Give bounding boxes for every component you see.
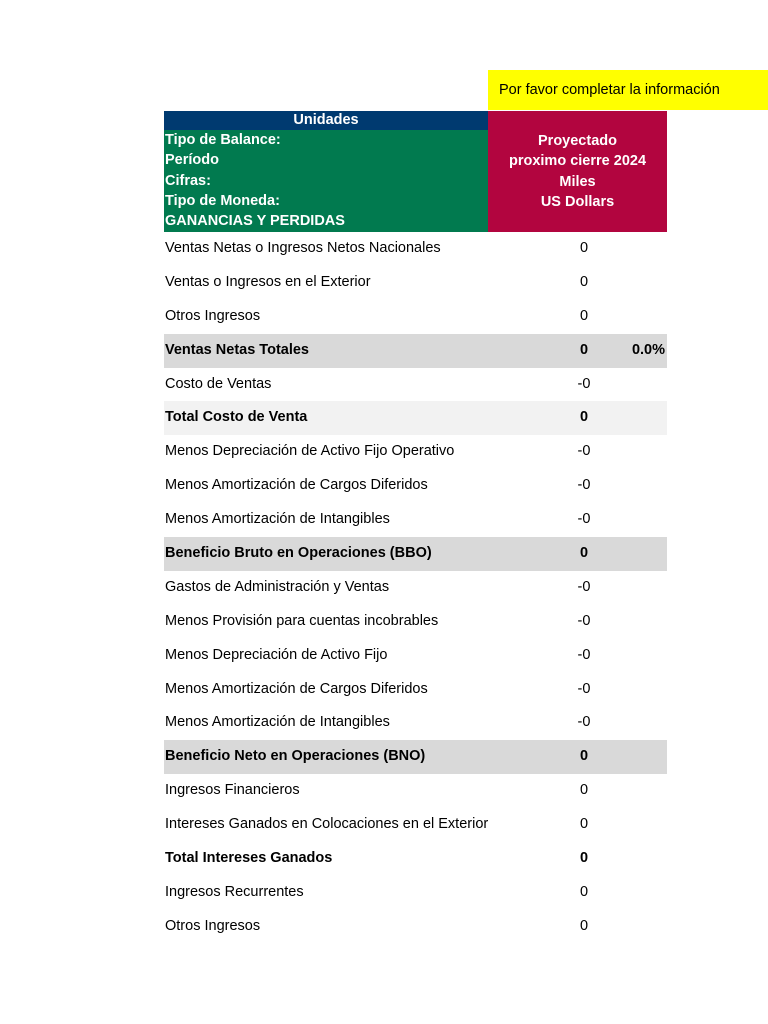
row-value[interactable]: 0 — [579, 850, 589, 867]
row-label: Menos Depreciación de Activo Fijo Operativo — [165, 443, 455, 460]
table-row[interactable] — [164, 673, 667, 707]
row-label: Gastos de Administración y Ventas — [165, 578, 390, 595]
row-value[interactable]: 0 — [579, 545, 589, 562]
row-label: Menos Amortización de Intangibles — [165, 714, 390, 731]
row-value[interactable]: -0 — [577, 477, 591, 494]
table-row[interactable] — [164, 808, 667, 842]
row-value[interactable]: -0 — [577, 612, 591, 629]
row-label: Total Costo de Venta — [165, 409, 308, 426]
row-label: Ingresos Recurrentes — [165, 883, 304, 900]
income-statement-table — [164, 232, 667, 944]
row-label: Beneficio Bruto en Operaciones (BBO) — [165, 545, 432, 562]
row-label: Ventas Netas Totales — [165, 341, 309, 358]
row-value[interactable]: -0 — [577, 443, 591, 460]
row-label: Menos Amortización de Cargos Diferidos — [165, 680, 428, 697]
balance-type-label: Tipo de Balance: — [165, 132, 281, 148]
notice-text: Por favor completar la información — [499, 82, 720, 98]
table-row[interactable] — [164, 232, 667, 266]
row-label: Ventas Netas o Ingresos Netos Nacionales — [165, 240, 441, 256]
balance-type-value: Proyectado — [538, 133, 617, 149]
currency-type-label: Tipo de Moneda: — [165, 192, 280, 209]
fill-info-notice — [488, 70, 768, 110]
total-row[interactable] — [164, 401, 667, 435]
header-values-block — [488, 111, 667, 232]
row-value[interactable]: -0 — [577, 511, 591, 528]
row-label: Beneficio Neto en Operaciones (BNO) — [165, 748, 426, 765]
total-row[interactable] — [164, 537, 667, 571]
figures-value: Miles — [559, 173, 596, 190]
header-labels-block — [164, 130, 488, 232]
row-value[interactable]: 0 — [579, 307, 589, 324]
figures-label: Cifras: — [165, 172, 211, 189]
row-label: Otros Ingresos — [165, 917, 261, 934]
units-header: Unidades — [164, 111, 488, 130]
currency-type-value: US Dollars — [540, 193, 615, 210]
table-row[interactable] — [164, 503, 667, 537]
row-value[interactable]: 0 — [579, 782, 589, 799]
row-value[interactable]: -0 — [577, 646, 591, 663]
row-label: Menos Provisión para cuentas incobrables — [165, 612, 439, 629]
row-value[interactable]: 0 — [579, 273, 589, 290]
period-value: proximo cierre 2024 — [508, 153, 647, 170]
row-label: Intereses Ganados en Colocaciones en el Exterior — [165, 816, 489, 833]
total-row[interactable] — [164, 334, 667, 368]
total-row[interactable] — [164, 842, 667, 876]
row-label: Ventas o Ingresos en el Exterior — [165, 273, 371, 290]
row-label: Otros Ingresos — [165, 307, 261, 324]
row-value[interactable]: 0 — [579, 748, 589, 765]
table-row[interactable] — [164, 435, 667, 469]
row-value[interactable]: 0 — [579, 883, 589, 900]
row-value[interactable]: 0 — [579, 816, 589, 833]
row-value[interactable]: 0 — [579, 409, 589, 426]
row-label: Ingresos Financieros — [165, 782, 300, 799]
section-title: GANANCIAS Y PERDIDAS — [165, 213, 345, 230]
table-row[interactable] — [164, 706, 667, 740]
row-value[interactable]: 0 — [579, 240, 589, 256]
table-row[interactable] — [164, 266, 667, 300]
table-row[interactable] — [164, 876, 667, 910]
table-row[interactable] — [164, 639, 667, 673]
table-row[interactable] — [164, 774, 667, 808]
row-value[interactable]: -0 — [577, 714, 591, 731]
row-label: Menos Depreciación de Activo Fijo — [165, 646, 388, 663]
row-value[interactable]: -0 — [577, 680, 591, 697]
row-label: Total Intereses Ganados — [165, 850, 333, 867]
row-value[interactable]: 0 — [579, 917, 589, 934]
total-row[interactable] — [164, 740, 667, 774]
row-value[interactable]: 0 — [579, 341, 589, 358]
row-label: Costo de Ventas — [165, 375, 272, 392]
row-label: Menos Amortización de Cargos Diferidos — [165, 477, 428, 494]
row-value[interactable]: -0 — [577, 578, 591, 595]
table-row[interactable] — [164, 910, 667, 944]
row-value[interactable]: -0 — [577, 375, 591, 392]
period-label: Período — [165, 152, 219, 169]
table-row[interactable] — [164, 368, 667, 402]
table-row[interactable] — [164, 469, 667, 503]
table-row[interactable] — [164, 300, 667, 334]
row-label: Menos Amortización de Intangibles — [165, 511, 390, 528]
table-row[interactable] — [164, 605, 667, 639]
row-percentage: 0.0% — [631, 341, 665, 358]
table-row[interactable] — [164, 571, 667, 605]
